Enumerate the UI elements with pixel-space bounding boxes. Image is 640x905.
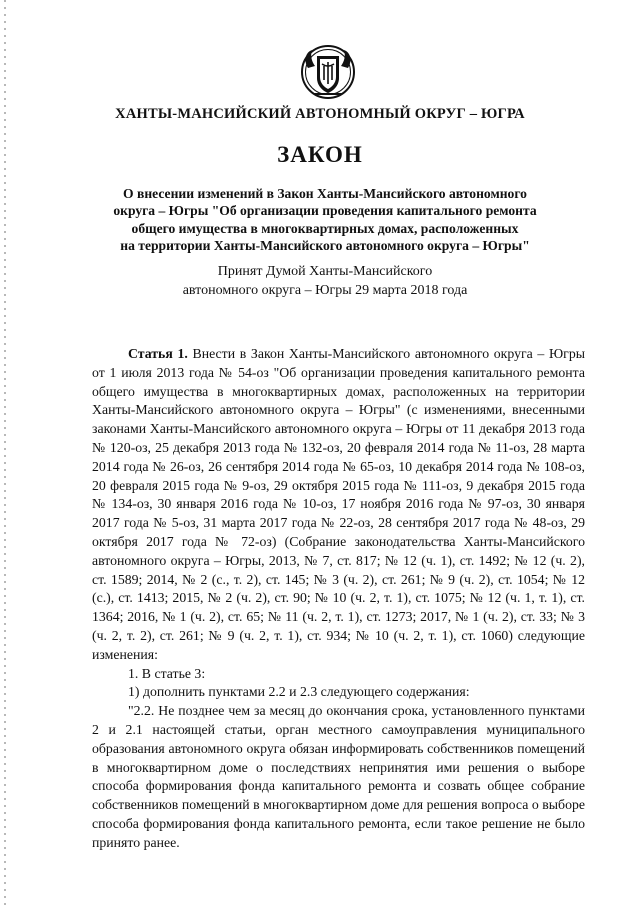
article-text: Внести в Закон Ханты-Мансийского автономного округа – Югры от 1 июля 2013 года № 54-оз "Об организации проведения капитального ремонта общего имущества в многоквартирных домах, расположенных на территории Ханты-Мансийского автономного округа – Югры" (с изменениями, внесенными законами Ханты-Мансийского автономного округа – Югры от 11 декабря 2013 года № 120-оз, 25 декабря 2013 года № 132-оз, 20 февраля 2014 года № 11-оз, 28 марта 2014 года № 26-оз, 26 сентября 2014 года № 65-оз, 10 декабря 2014 года № 108-оз, 20 февраля 2015 года № 9-оз, 29 октября 2015 года № 111-оз, 9 декабря 2015 года № 134-оз, 30 января 2016 года № 10-оз, 17 ноября 2016 года № 97-оз, 30 января 2017 года № 5-оз, 31 марта 2017 года № 22-оз, 28 сентября 2017 года № 48-оз, 29 октября 2017 года № 72-оз) (Собрание законодательства Ханты-Мансийского автономного округа – Югры, 2013, № 7, ст. 817; № 12 (ч. 1), ст. 1492; № 12 (ч. 2), ст. 1589; 2014, № 2 (с., т. 2), ст. 145; № 3 (ч. 2), ст. 261; № 9 (ч. 2), ст. 1054; № 12 (с.), ст. 1413; 2015, № 2 (ч. 2), ст. 90; № 10 (ч. 2, т. 1), ст. 1075; № 12 (ч. 1, т. 1), ст. 1364; 2016, № 1 (ч. 2), ст. 65; № 11 (ч. 2, т. 1), ст. 1273; 2017, № 1 (ч. 2), ст. 33; № 3 (ч. 2, т. 2), ст. 261; № 9 (ч. 2, т. 1), ст. 934; № 10 (ч. 2, т. 1), ст. 1060) следующие изменения: (92, 346, 586, 662)
scan-edge (4, 0, 6, 905)
coat-of-arms-icon (300, 44, 356, 100)
adoption-line: Принят Думой Ханты-Мансийского (217, 264, 433, 279)
subitem-paragraph: 1) дополнить пунктами 2.2 и 2.3 следующего содержания: (128, 684, 470, 700)
subject-line: на территории Ханты-Мансийского автономного округа – Югры" (120, 237, 530, 253)
law-body (92, 345, 585, 853)
org-title: ХАНТЫ-МАНСИЙСКИЙ АВТОНОМНЫЙ ОКРУГ – ЮГРА (115, 106, 525, 122)
subject-line: О внесении изменений в Закон Ханты-Мансийского автономного (123, 186, 527, 201)
article-heading: Статья 1. (128, 346, 188, 361)
adoption-note (60, 262, 590, 300)
subject-line: общего имущества в многоквартирных домах, расположенных (131, 220, 519, 236)
law-subject (60, 185, 590, 254)
adoption-line: автономного округа – Югры 29 марта 2018 года (182, 283, 468, 298)
subject-line: округа – Югры "Об организации проведения капитального ремонта (113, 203, 537, 219)
article-1-paragraph (92, 345, 585, 665)
law-title: ЗАКОН (277, 142, 363, 167)
item-paragraph: 1. В статье 3: (128, 665, 206, 681)
clause-paragraph: "2.2. Не позднее чем за месяц до окончания срока, установленного пунктами 2 и 2.1 настоящей статьи, орган местного самоуправления муниципального образования автономного округа обязан информировать собственников помещений в многоквартирном доме о последствиях непринятия ими решения о выборе способа формирования фонда капитального ремонта и созвать общее собрание собственников помещений в многоквартирном доме для решения вопроса о выборе способа формирования фонда капитального ремонта, если такое решение не было принято ранее. (92, 703, 585, 850)
